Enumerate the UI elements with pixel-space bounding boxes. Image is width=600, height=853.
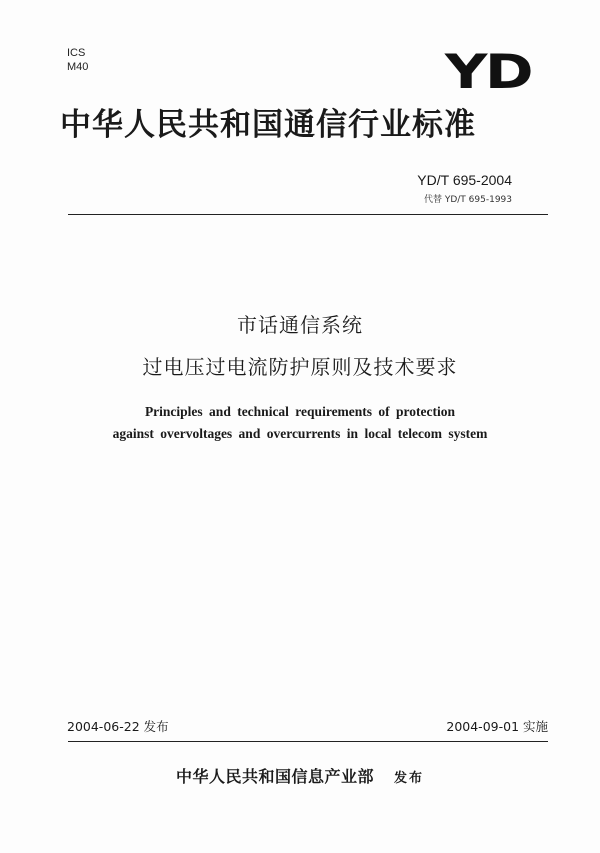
effective-date: 2004-09-01 实施 [446, 719, 548, 734]
bottom-divider [68, 741, 548, 742]
yd-logo: YD [444, 44, 532, 100]
replaces-standard: 代替 YD/T 695-1993 [423, 195, 512, 205]
publish-label: 发布 [394, 771, 425, 786]
top-divider [68, 214, 548, 215]
chinese-title-line-1: 市话通信系统 [237, 313, 363, 337]
chinese-title-line-2: 过电压过电流防护原则及技术要求 [142, 355, 458, 379]
standard-number: YD/T 695-2004 [417, 172, 512, 188]
classification-code: M40 [67, 61, 89, 73]
english-title-line-1: Principles and technical requirements of protection [144, 404, 456, 419]
publisher-name: 中华人民共和国信息产业部 [175, 767, 374, 786]
issue-date: 2004-06-22 发布 [67, 719, 169, 734]
publisher-row [0, 766, 600, 790]
standard-category-title: 中华人民共和国通信行业标准 [60, 107, 476, 143]
english-title-line-2: against overvoltages and overcurrents in local telecom system [112, 426, 488, 441]
ics-label: ICS [67, 47, 86, 59]
